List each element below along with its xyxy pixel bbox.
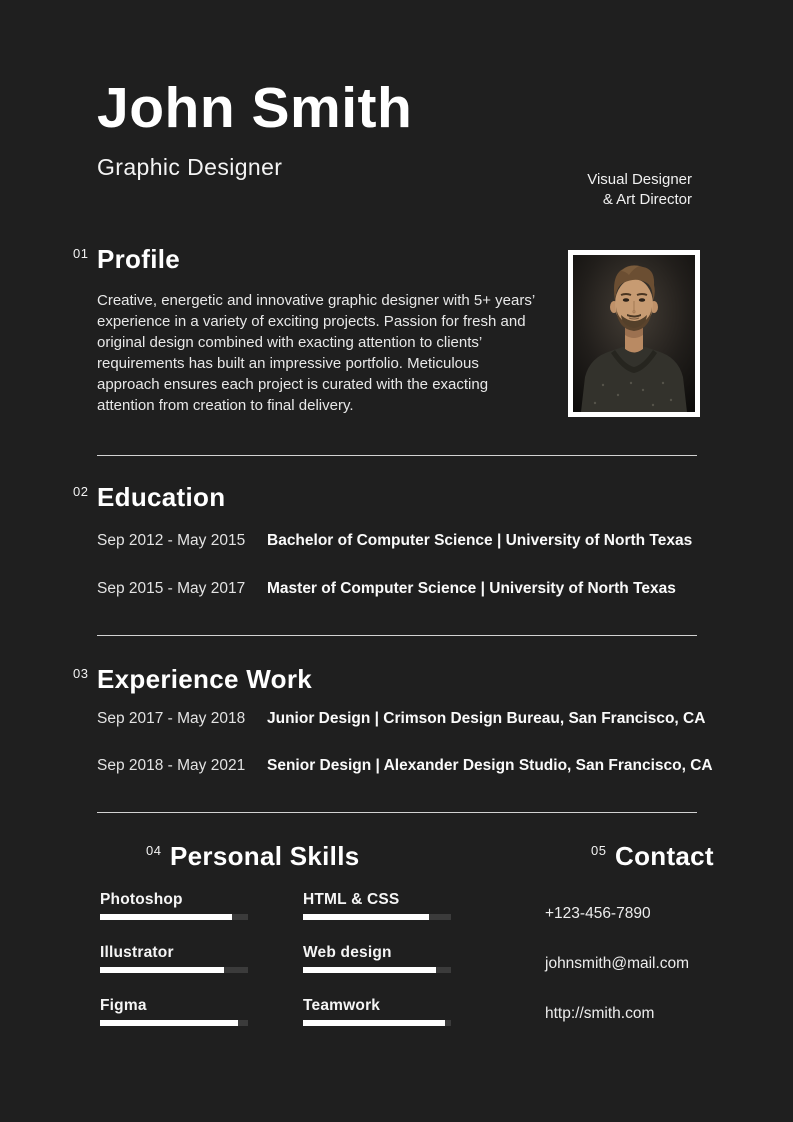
section-education-header	[73, 482, 793, 512]
skill-item	[100, 997, 248, 1026]
skill-bar-fill	[303, 967, 436, 973]
profile-summary: Creative, energetic and innovative graphic designer with 5+ years’ experience in a variety of exciting projects. Passion for fresh and original design combined with exacting attention to clients’ requirements has built an impressive portfolio. Meticulous approach ensures each project is curated with the exacting attention from creation to final delivery.	[97, 292, 535, 414]
skill-bar-fill	[303, 914, 429, 920]
divider	[97, 812, 697, 813]
section-number: 02	[73, 484, 89, 499]
education-dates: Sep 2012 - May 2015	[97, 532, 246, 549]
section-number: 04	[146, 843, 162, 858]
skill-item	[100, 891, 248, 920]
skill-bar-track	[100, 1020, 248, 1026]
education-detail: Bachelor of Computer Science | University of North Texas	[267, 532, 693, 549]
education-row	[97, 580, 793, 598]
skill-bar-fill	[303, 1020, 445, 1026]
skill-label: Photoshop	[100, 891, 183, 908]
experience-row	[97, 710, 793, 728]
skill-bar-fill	[100, 1020, 238, 1026]
contact-website: http://smith.com	[545, 1005, 655, 1022]
contact-email: johnsmith@mail.com	[545, 955, 690, 972]
divider	[97, 635, 697, 636]
education-dates: Sep 2015 - May 2017	[97, 580, 246, 597]
experience-row	[97, 757, 793, 775]
divider	[97, 455, 697, 456]
contact-items	[545, 905, 793, 1023]
skill-bar-fill	[100, 914, 232, 920]
person-role: Graphic Designer	[97, 154, 283, 180]
skill-item	[100, 944, 248, 973]
section-title-education: Education	[97, 482, 226, 512]
education-row	[97, 532, 793, 550]
tagline-line-2: & Art Director	[602, 191, 692, 208]
section-title-contact: Contact	[615, 841, 714, 871]
portrait-illustration	[573, 255, 695, 412]
experience-dates: Sep 2017 - May 2018	[97, 710, 246, 727]
skill-label: Illustrator	[100, 944, 174, 961]
section-number: 05	[591, 843, 607, 858]
section-skills-header	[146, 841, 480, 871]
contact-column	[518, 841, 793, 1055]
section-title-experience: Experience Work	[97, 664, 313, 694]
skill-item	[303, 944, 451, 973]
experience-detail: Senior Design | Alexander Design Studio, San Francisco, CA	[267, 757, 713, 774]
contact-phone: +123-456-7890	[545, 905, 651, 922]
skill-label: Figma	[100, 997, 147, 1014]
skill-bar-track	[303, 914, 451, 920]
skill-bar-track	[303, 1020, 451, 1026]
section-number: 01	[73, 246, 89, 261]
skill-label: HTML & CSS	[303, 891, 400, 908]
section-title-profile: Profile	[97, 244, 181, 274]
skills-column	[73, 841, 480, 1055]
skill-bar-track	[303, 967, 451, 973]
skill-label: Web design	[303, 944, 392, 961]
experience-detail: Junior Design | Crimson Design Bureau, San Francisco, CA	[267, 710, 706, 727]
section-contact-header	[591, 841, 793, 871]
section-title-skills: Personal Skills	[170, 841, 360, 871]
skills-grid	[100, 891, 480, 1026]
skill-bar-track	[100, 967, 248, 973]
portrait-photo	[568, 250, 700, 417]
skill-item	[303, 997, 451, 1026]
skill-bar-fill	[100, 967, 224, 973]
education-detail: Master of Computer Science | University of North Texas	[267, 580, 676, 597]
experience-dates: Sep 2018 - May 2021	[97, 757, 246, 774]
tagline	[587, 170, 692, 210]
bottom-section	[0, 841, 793, 1055]
person-name: John Smith	[97, 76, 413, 140]
skill-label: Teamwork	[303, 997, 381, 1014]
skill-bar-track	[100, 914, 248, 920]
section-experience-header	[73, 664, 793, 694]
section-number: 03	[73, 666, 89, 681]
skill-item	[303, 891, 451, 920]
tagline-line-1: Visual Designer	[587, 171, 692, 188]
